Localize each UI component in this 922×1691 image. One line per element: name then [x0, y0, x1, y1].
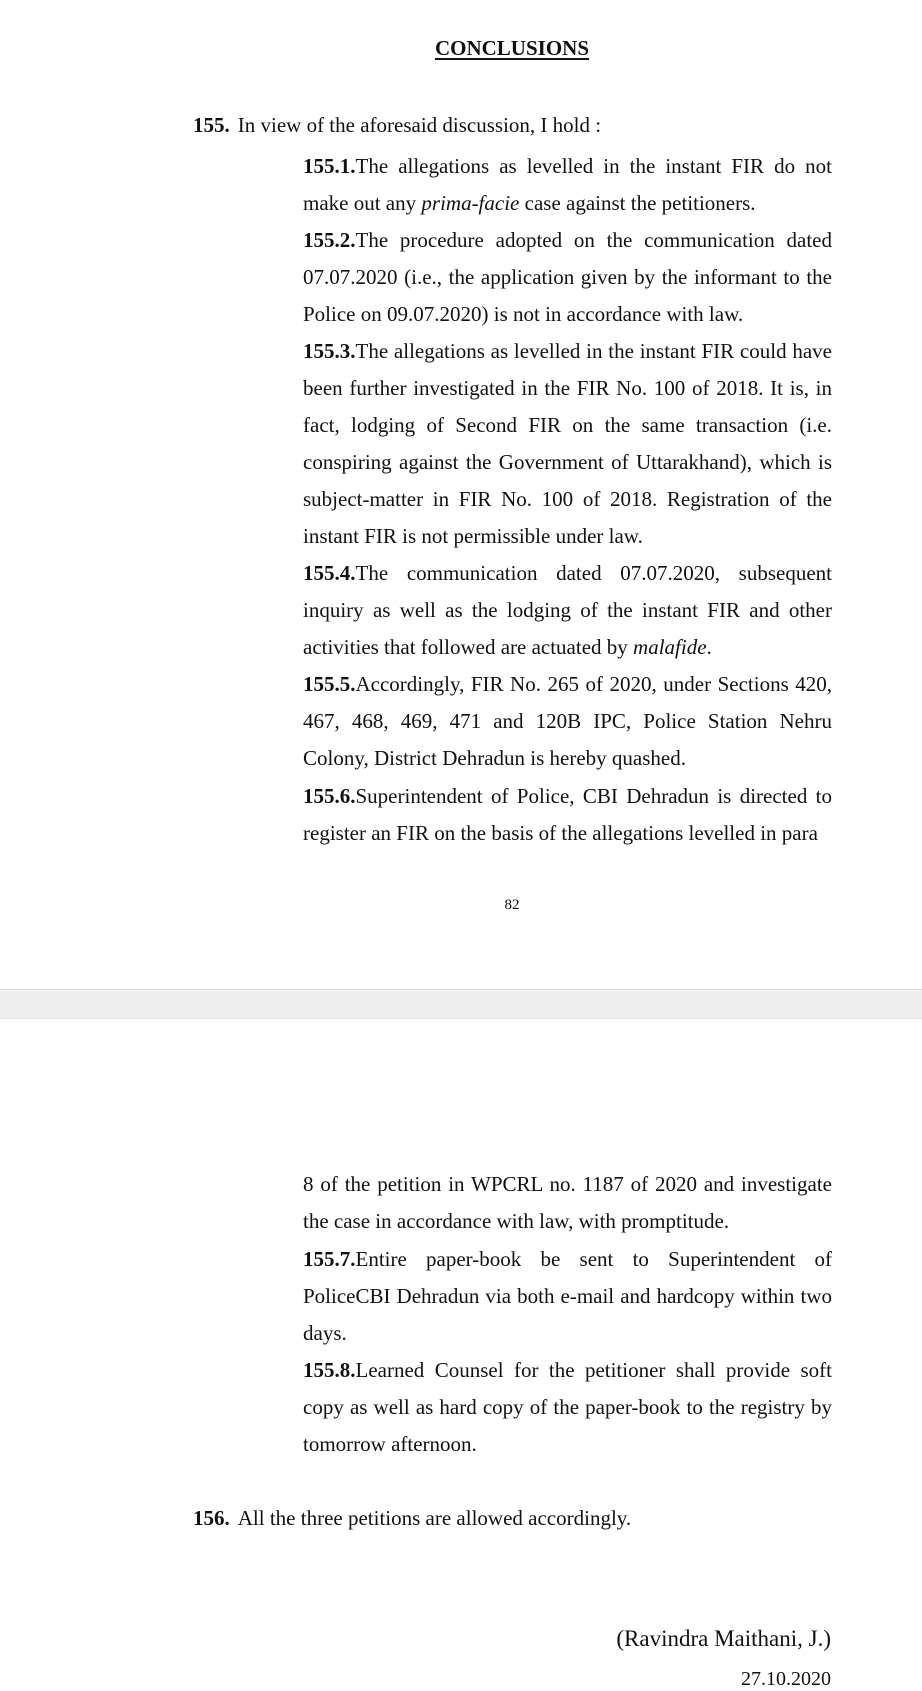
- sub-paragraph-number: 155.7.: [303, 1247, 356, 1271]
- sub-paragraph-155-8: [303, 1352, 832, 1463]
- sub-paragraph-number: 155.8.: [303, 1358, 356, 1382]
- sub-paragraph-number: 155.1.: [303, 154, 356, 178]
- italic-term: prima-facie: [421, 191, 520, 215]
- sub-paragraph-number: 155.6.: [303, 784, 356, 808]
- sub-paragraph-text: Accordingly, FIR No. 265 of 2020, under Sections 420, 467, 468, 469, 471 and 120B IPC, Police Station Nehru Colony, District Dehradun is hereby quashed.: [303, 672, 832, 770]
- sub-paragraph-text: The procedure adopted on the communication dated 07.07.2020 (i.e., the application given by the informant to the Police on 09.07.2020) is not in accordance with law.: [303, 228, 832, 326]
- italic-term: malafide: [633, 635, 707, 659]
- page-number: 82: [504, 897, 520, 913]
- judgment-date: 27.10.2020: [741, 1668, 831, 1690]
- paragraph-156: [193, 1500, 631, 1537]
- sub-paragraph-text-end: .: [706, 635, 712, 659]
- judge-signature: (Ravindra Maithani, J.): [616, 1626, 831, 1651]
- sub-paragraph-155-6-continued: [303, 1166, 832, 1240]
- sub-paragraph-text: 8 of the petition in WPCRL no. 1187 of 2020 and investigate the case in accordance with law, with promptitude.: [303, 1172, 832, 1233]
- sub-paragraph-155-6: [303, 778, 832, 852]
- page-heading: CONCLUSIONS: [434, 36, 590, 60]
- sub-paragraph-number: 155.3.: [303, 339, 356, 363]
- sub-paragraph-155-4: [303, 555, 832, 666]
- sub-paragraph-text-end: case against the petitioners.: [519, 191, 756, 215]
- sub-paragraph-155-3: [303, 333, 832, 555]
- sub-paragraph-text: The communication dated 07.07.2020, subsequent inquiry as well as the lodging of the instant FIR and other activities that followed are actuated by: [303, 561, 832, 659]
- paragraph-number: 155.: [193, 113, 230, 137]
- sub-paragraph-text: Entire paper-book be sent to Superintendent of PoliceCBI Dehradun via both e-mail and hardcopy within two days.: [303, 1247, 832, 1345]
- paragraph-text: All the three petitions are allowed accordingly.: [237, 1506, 632, 1530]
- document-page-83: [0, 1019, 922, 1685]
- sub-paragraph-number: 155.2.: [303, 228, 356, 252]
- sub-paragraph-155-1: [303, 148, 832, 222]
- sub-paragraph-number: 155.5.: [303, 672, 356, 696]
- page-separator: [0, 989, 922, 1019]
- sub-paragraph-text: The allegations as levelled in the instant FIR could have been further investigated in the FIR No. 100 of 2018. It is, in fact, lodging of Second FIR on the same transaction (i.e. conspiring against the Government of Uttarakhand), which is subject-matter in FIR No. 100 of 2018. Registration of the instant FIR is not permissible under law.: [303, 339, 832, 548]
- paragraph-text: In view of the aforesaid discussion, I hold :: [237, 113, 602, 137]
- sub-paragraph-text: Learned Counsel for the petitioner shall provide soft copy as well as hard copy of the paper-book to the registry by tomorrow afternoon.: [303, 1358, 832, 1456]
- sub-paragraph-155-5: [303, 666, 832, 777]
- sub-paragraph-text: Superintendent of Police, CBI Dehradun is directed to register an FIR on the basis of the allegations levelled in para: [303, 784, 832, 845]
- sub-paragraph-155-2: [303, 222, 832, 333]
- paragraph-155: [193, 107, 601, 144]
- sub-paragraph-text: The allegations as levelled in the instant FIR do not make out any: [303, 154, 832, 215]
- sub-paragraph-155-7: [303, 1241, 832, 1352]
- sub-paragraph-number: 155.4.: [303, 561, 356, 585]
- paragraph-number: 156.: [193, 1506, 230, 1530]
